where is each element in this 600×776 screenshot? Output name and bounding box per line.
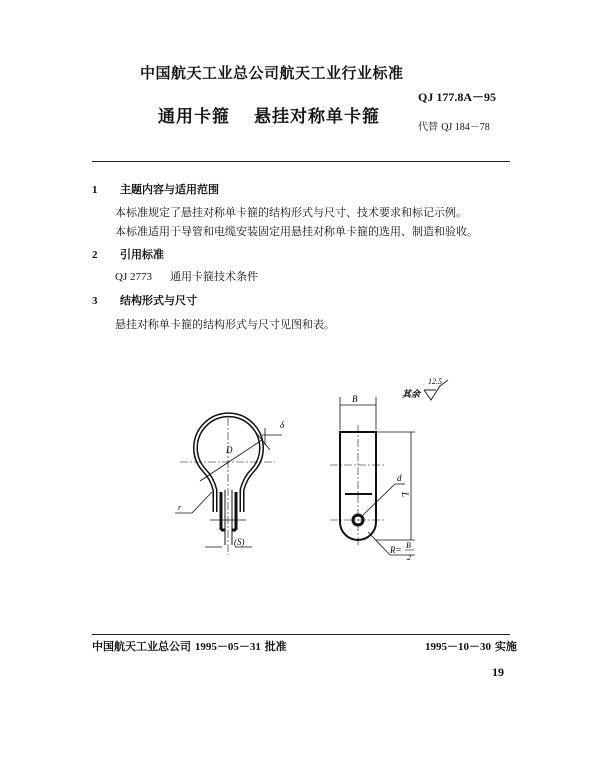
page-number: 19 [492,665,504,679]
effective-info: 1995－10－30 实施 [425,640,517,653]
side-view [330,397,415,555]
front-view [175,415,282,555]
roughness-symbol [402,377,448,400]
fraction-numerator: B [406,541,411,550]
replaces-code: QJ 184－78 [441,122,490,133]
radius-label: r [178,503,182,512]
section-1-paragraph-1: 本标准规定了悬挂对称单卡箍的结构形式与尺寸、技术要求和标记示例。 [115,206,467,219]
svg-text:12.5: 12.5 [428,377,442,386]
svg-text:其余: 其余 [402,390,421,400]
section-1-heading: 1 主题内容与适用范围 [92,183,219,196]
replaces-label: 代替 [418,122,438,133]
section-3-paragraph: 悬挂对称单卡箍的结构形式与尺寸见图和表。 [115,318,335,331]
gap-label: (S) [234,537,245,547]
fraction-denominator: 2 [407,553,411,562]
end-radius-label: R= [390,545,402,555]
standard-code: QJ 177.8A－95 [418,90,497,104]
hole-label: d [397,473,402,483]
section-2-heading: 2 引用标准 [92,248,164,261]
section-1-paragraph-2: 本标准适用于导管和电缆安装固定用悬挂对称单卡箍的选用、制造和验收。 [115,225,478,238]
title-part1: 通用卡箍 [158,107,230,127]
footer-rule [92,634,510,635]
width-label: B [352,394,358,404]
reference-item: QJ 2773 通用卡箍技术条件 [115,270,258,283]
organization-header: 中国航天工业总公司航天工业行业标准 [140,64,404,82]
length-label: L [400,492,410,498]
section-3-heading: 3 结构形式与尺寸 [92,294,197,307]
thickness-label: δ [280,420,285,430]
title-part2: 悬挂对称单卡箍 [254,107,380,127]
approval-info: 中国航天工业总公司 1995－05－31 批准 [92,640,287,653]
diameter-label: D [226,445,233,455]
